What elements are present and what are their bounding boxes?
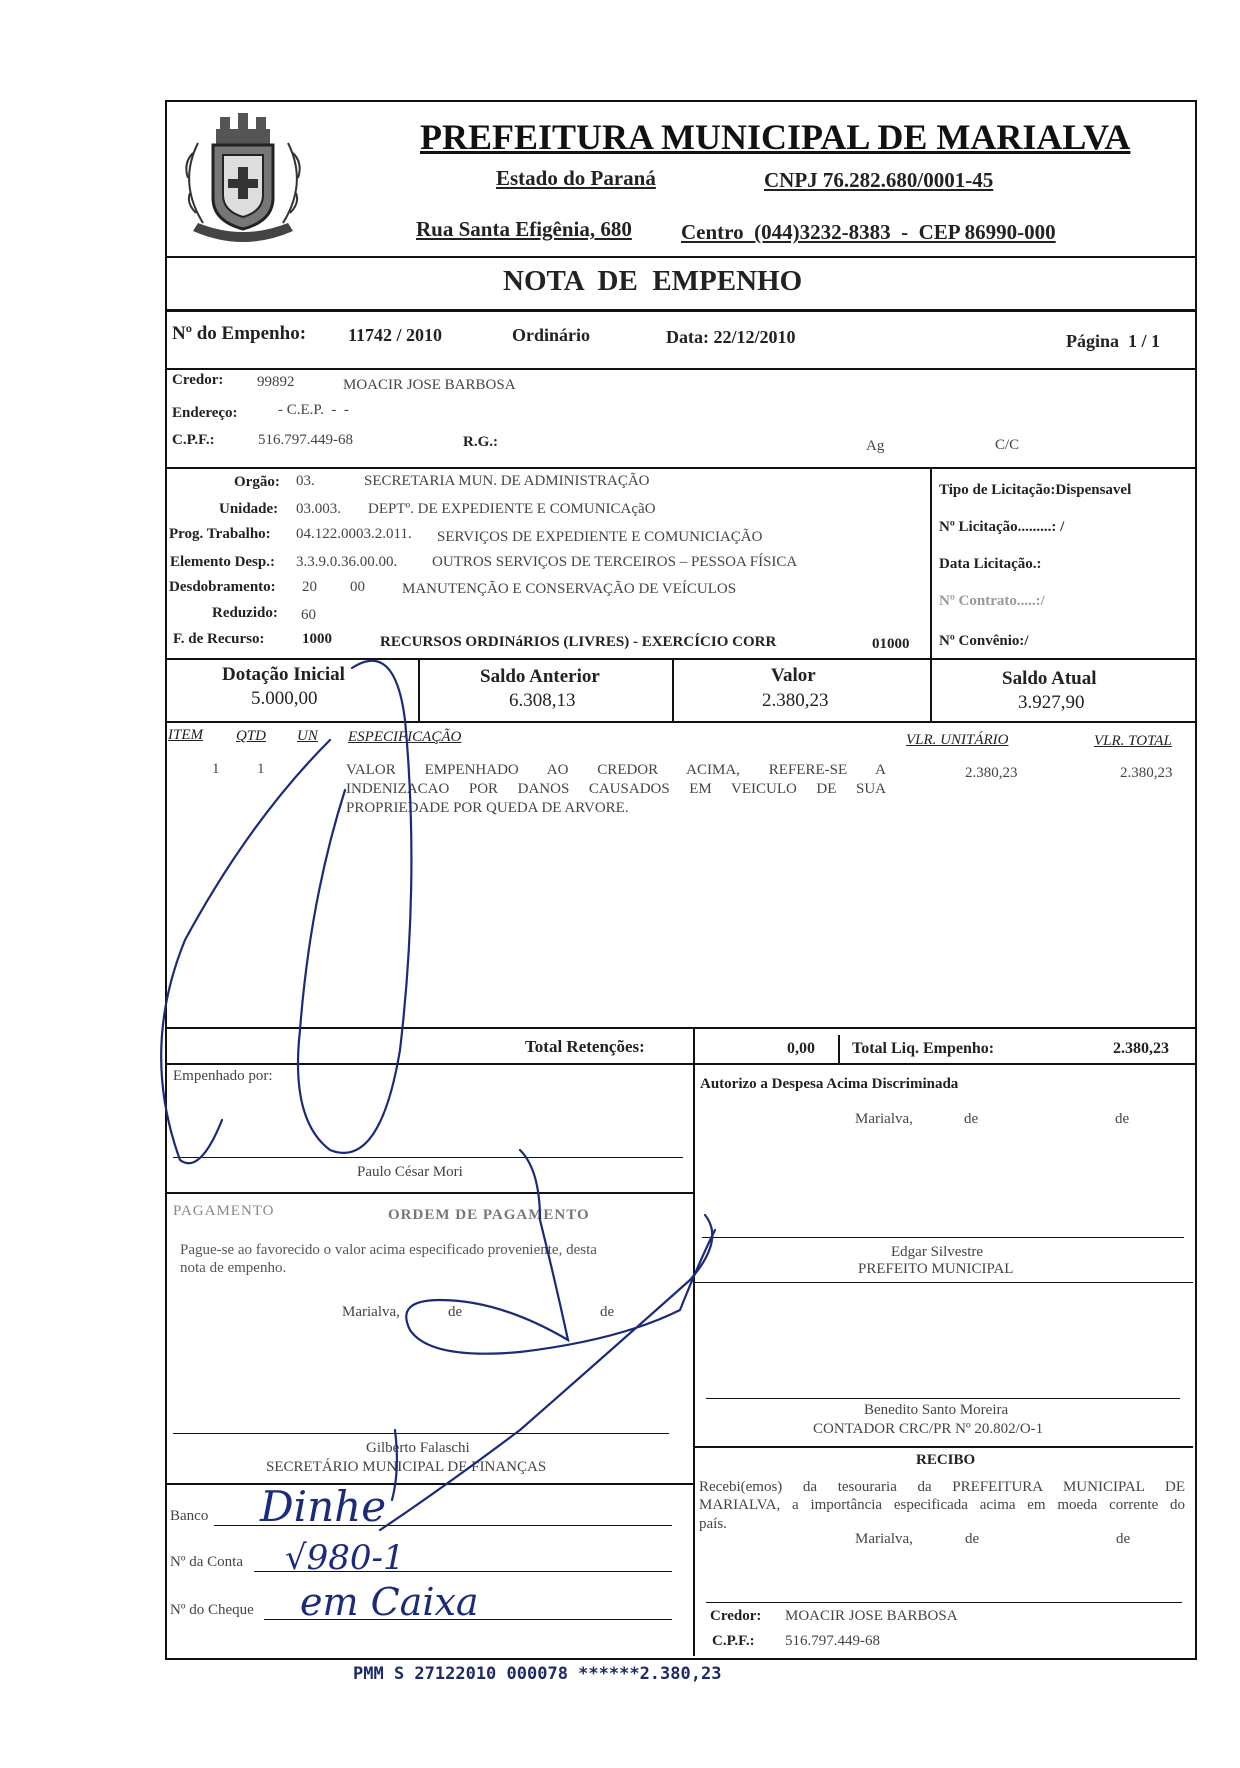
recibo-text-2: MARIALVA, a importância especificada acima em moeda corrente do [699,1497,1185,1513]
data-licitacao: Data Licitação.: [939,556,1042,572]
col-un: UN [297,728,318,744]
ag-label: Ag [866,438,885,454]
prog-label: Prog. Trabalho: [169,526,271,542]
cpf-label: C.P.F.: [172,432,215,448]
desdobramento-b: 00 [350,579,365,595]
col-qtd: QTD [236,728,267,744]
contador-role: CONTADOR CRC/PR Nº 20.802/O-1 [813,1421,1044,1437]
total-liq-label: Total Liq. Empenho: [852,1040,995,1057]
conta-handwriting: √980-1 [285,1538,405,1578]
reduzido-label: Reduzido: [212,605,278,621]
elemento-code: 3.3.9.0.36.00.00. [296,554,398,570]
recibo-cpf-label: C.P.F.: [712,1633,755,1649]
dotacao-value: 5.000,00 [251,688,318,709]
row-qtd: 1 [257,761,265,777]
empenhado-name: Paulo César Mori [357,1164,463,1180]
credor-name: MOACIR JOSE BARBOSA [343,377,516,393]
elemento-name: OUTROS SERVIÇOS DE TERCEIROS – PESSOA FÍSICA [432,554,798,570]
recibo-de-1: de [965,1531,980,1547]
endereco-value: - C.E.P. - - [278,402,349,418]
valor-label: Valor [771,665,816,686]
row-vlr-total: 2.380,23 [1120,765,1173,781]
empenho-date: Data: 22/12/2010 [666,327,796,347]
autorizo-title: Autorizo a Despesa Acima Discriminada [700,1076,959,1092]
secretario-role: SECRETÁRIO MUNICIPAL DE FINANÇAS [266,1459,547,1475]
recibo-place: Marialva, [855,1531,913,1547]
col-vlr-total: VLR. TOTAL [1094,733,1172,749]
document-title: NOTA DE EMPENHO [503,265,803,297]
dotacao-label: Dotação Inicial [222,664,345,685]
orgao-name: SECRETARIA MUN. DE ADMINISTRAÇÃO [364,473,650,489]
cheque-handwriting: em Caixa [300,1580,479,1624]
recibo-de-2: de [1116,1531,1131,1547]
conta-label: Nº da Conta [170,1554,243,1570]
street-address: Rua Santa Efigênia, 680 [416,217,632,241]
secretario-name: Gilberto Falaschi [366,1440,470,1456]
saldo-atual-label: Saldo Atual [1002,668,1097,689]
unidade-name: DEPTº. DE EXPEDIENTE E COMUNICAçãO [368,501,656,517]
autorizo-place: Marialva, [855,1111,913,1127]
total-retencoes-value: 0,00 [787,1040,815,1057]
cheque-label: Nº do Cheque [170,1602,254,1618]
desdobramento-label: Desdobramento: [169,579,276,595]
saldo-atual-value: 3.927,90 [1018,692,1085,713]
numero-contrato: Nº Contrato.....:/ [939,593,1045,609]
prefeito-name: Edgar Silvestre [891,1244,984,1260]
col-vlr-unitario: VLR. UNITÁRIO [906,732,1009,748]
page-number: Página 1 / 1 [1066,331,1161,351]
row-vlr-unitario: 2.380,23 [965,765,1018,781]
pagamento-label: PAGAMENTO [173,1203,275,1219]
rg-label: R.G.: [463,434,498,450]
pagamento-text-2: nota de empenho. [180,1260,287,1276]
contador-name: Benedito Santo Moreira [864,1402,1009,1418]
reduzido-value: 60 [301,607,316,623]
desdobramento-name: MANUTENÇÃO E CONSERVAÇÃO DE VEÍCULOS [402,581,737,597]
row-item: 1 [212,761,220,777]
recurso-code: 1000 [302,631,332,647]
row-spec-line-3: PROPRIEDADE POR QUEDA DE ARVORE. [346,800,629,816]
col-item: ITEM [168,727,203,743]
banco-label: Banco [170,1508,209,1524]
cpf-value: 516.797.449-68 [258,432,353,448]
pagamento-de-2: de [600,1304,615,1320]
cnpj: CNPJ 76.282.680/0001-45 [764,168,994,192]
empenho-number: 11742 / 2010 [348,325,443,345]
payment-stamp: PMM S 27122010 000078 ******2.380,23 [353,1664,722,1684]
empenhado-label: Empenhado por: [173,1068,273,1084]
credor-code: 99892 [257,374,295,390]
desdobramento-a: 20 [302,579,317,595]
recurso-name: RECURSOS ORDINáRIOS (LIVRES) - EXERCÍCIO CORR [380,634,777,650]
ordem-pagamento: ORDEM DE PAGAMENTO [388,1207,590,1223]
total-retencoes-label: Total Retenções: [525,1037,645,1056]
tipo-licitacao: Tipo de Licitação:Dispensavel [939,482,1132,498]
endereco-label: Endereço: [172,405,238,421]
autorizo-de-2: de [1115,1111,1130,1127]
recurso-label: F. de Recurso: [173,631,265,647]
orgao-code: 03. [296,473,315,489]
recibo-credor-label: Credor: [710,1608,762,1624]
prog-name: SERVIÇOS DE EXPEDIENTE E COMUNICIAÇÃO [437,529,763,545]
recibo-text-3: país. [699,1516,727,1532]
empenho-label: Nº do Empenho: [172,323,307,344]
pagamento-de-1: de [448,1304,463,1320]
prog-code: 04.122.0003.2.011. [296,526,412,542]
elemento-label: Elemento Desp.: [170,554,275,570]
unidade-code: 03.003. [296,501,341,517]
recibo-cpf-value: 516.797.449-68 [785,1633,880,1649]
row-spec-line-2: INDENIZACAO POR DANOS CAUSADOS EM VEICULO DE SUA [346,781,886,797]
banco-handwriting: Dinhe [260,1482,387,1531]
recurso-ref: 01000 [872,636,910,652]
orgao-label: Orgão: [234,474,280,490]
valor-value: 2.380,23 [762,690,829,711]
unidade-label: Unidade: [219,501,279,517]
numero-convenio: Nº Convênio:/ [939,633,1029,649]
row-spec-line-1: VALOR EMPENHADO AO CREDOR ACIMA, REFERE-SE A [346,762,886,778]
empenho-type: Ordinário [512,325,591,345]
prefeitura-title: PREFEITURA MUNICIPAL DE MARIALVA [420,117,1131,157]
state-name: Estado do Paraná [496,166,656,190]
recibo-title: RECIBO [916,1452,976,1468]
pagamento-place: Marialva, [342,1304,400,1320]
autorizo-de-1: de [964,1111,979,1127]
total-liq-value: 2.380,23 [1113,1040,1169,1057]
prefeito-role: PREFEITO MUNICIPAL [858,1261,1014,1277]
recibo-text-1: Recebi(emos) da tesouraria da PREFEITURA MUNICIPAL DE [699,1479,1185,1495]
recibo-credor-name: MOACIR JOSE BARBOSA [785,1608,958,1624]
cc-label: C/C [995,437,1020,453]
pagamento-text-1: Pague-se ao favorecido o valor acima especificado proveniente, desta [180,1242,597,1258]
numero-licitacao: Nº Licitação.........: / [939,519,1065,535]
col-especificacao: ESPECIFICAÇÃO [348,729,462,745]
saldo-anterior-label: Saldo Anterior [480,666,600,687]
district-phone-cep: Centro (044)3232-8383 - CEP 86990-000 [681,220,1056,244]
saldo-anterior-value: 6.308,13 [509,690,576,711]
credor-label: Credor: [172,372,224,388]
